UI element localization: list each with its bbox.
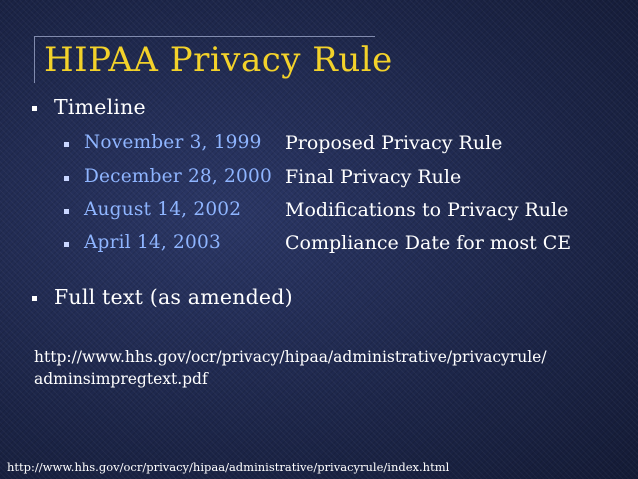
bullet-icon: [64, 209, 69, 214]
timeline-date: August 14, 2002: [84, 199, 242, 220]
slide-title: HIPAA Privacy Rule: [44, 40, 393, 80]
timeline-heading: Timeline: [54, 95, 146, 119]
timeline-date: November 3, 1999: [84, 132, 262, 153]
full-text-heading: Full text (as amended): [54, 285, 293, 309]
timeline-event: Compliance Date for most CE: [285, 232, 572, 254]
timeline-event: Final Privacy Rule: [285, 166, 462, 188]
bullet-icon: [32, 296, 37, 301]
full-text-url-line2[interactable]: adminsimpregtext.pdf: [34, 370, 208, 388]
footer-source-link[interactable]: http://www.hhs.gov/ocr/privacy/hipaa/administrative/privacyrule/index.html: [7, 460, 450, 474]
bullet-icon: [64, 176, 69, 181]
timeline-event: Modifications to Privacy Rule: [285, 199, 569, 221]
bullet-icon: [64, 242, 69, 247]
bullet-icon: [64, 142, 69, 147]
full-text-url-line1[interactable]: http://www.hhs.gov/ocr/privacy/hipaa/administrative/privacyrule/: [34, 348, 547, 366]
timeline-date: December 28, 2000: [84, 166, 272, 187]
timeline-date: April 14, 2003: [84, 232, 221, 253]
bullet-icon: [32, 106, 37, 111]
timeline-event: Proposed Privacy Rule: [285, 132, 503, 154]
